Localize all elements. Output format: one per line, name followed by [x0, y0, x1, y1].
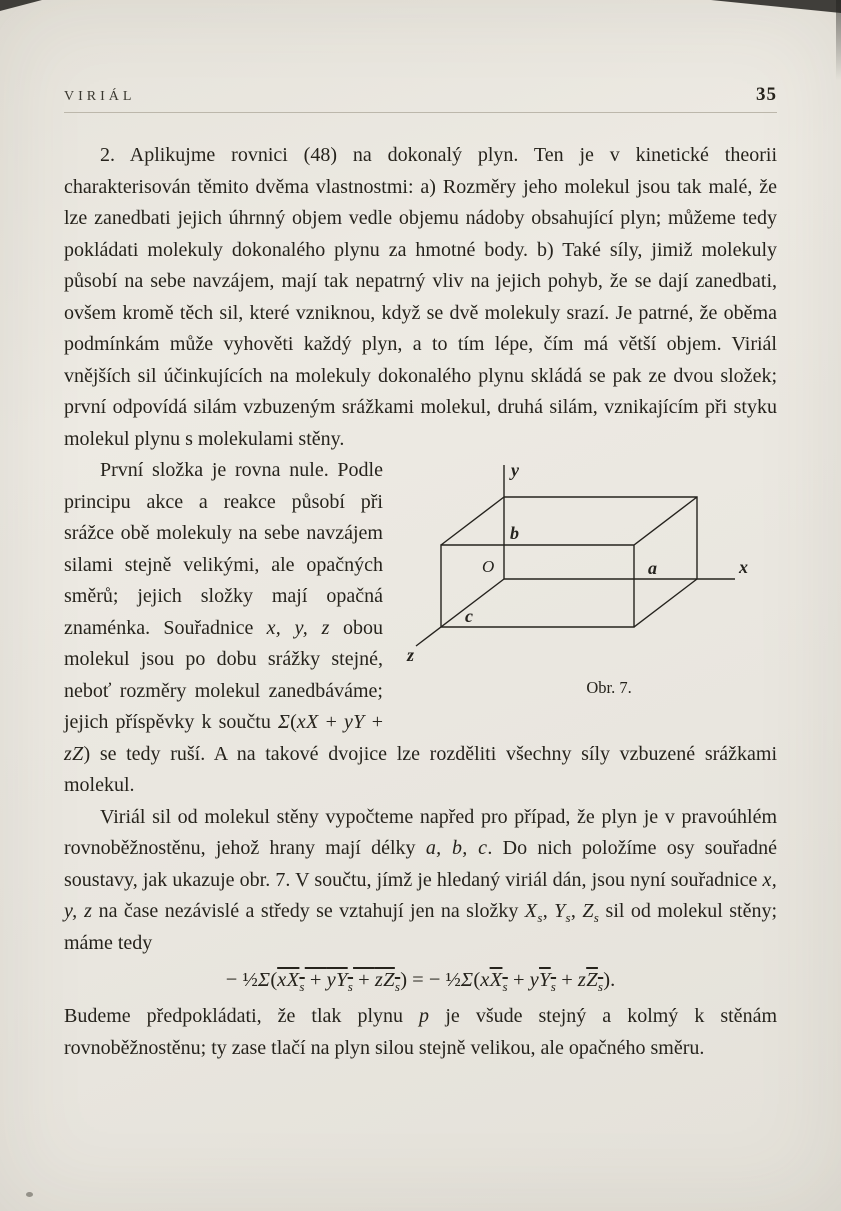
edge-b-label: b — [510, 523, 519, 543]
x-axis-label: x — [739, 557, 748, 577]
figure-caption: Obr. 7. — [586, 678, 632, 697]
scan-speck — [26, 1192, 33, 1197]
scan-artifact-top-left — [0, 0, 42, 11]
edge-c-label: c — [465, 606, 473, 626]
body-text — [64, 140, 777, 1064]
page-content — [64, 84, 777, 1064]
virial-formula: − $\frac{1}{2}\Sigma(xX_s + yY_s + zZ_s)$ = − $\frac{1}{2}\Sigma(xX_s + yY_s + zZ_s)$. — [225, 969, 616, 995]
paragraph-1: 2. Aplikujme rovnici (48) na dokonalý plyn. Ten je v kinetické theorii charakterisován těmito dvěma vlastnostmi: a) Rozměry jeho molekul jsou tak malé, že lze zanedbati jejich úhrnný objem vedle objemu nádoby obsahující plyn; můžeme tedy pokládati molekuly dokonalého plynu za hmotné body. b) Také síly, jimiž molekuly působí na sebe navzájem, mají tak nepatrný vliv na jejich pohyb, že se dají zanedbati, ovšem kromě těch sil, které vzniknou, když se dvě molekuly srazí. Je patrné, že oběma podmínkám může vyhověti každý plyn, a to tím lépe, čím má větší objem. Viriál vnějších sil účinkujících na molekuly dokonalého plynu skládá se pak ze dvou složek; první odpovídá silám vzbuzeným srážkami molekul, druhá silám, vznikajícím při styku molekul plynu s molekulami stěny. — [64, 144, 777, 450]
paragraph-4: Budeme předpokládati, že tlak plynu p je všude stejný a kolmý k stěnám rovnoběžnostěnu; ty zase tlačí na plyn silou stejně velikou, ale opačného směru. — [64, 1005, 777, 1059]
figure-obr7 — [405, 458, 777, 698]
box-edges — [441, 497, 697, 627]
running-title: VIRIÁL — [64, 89, 136, 104]
z-axis — [416, 579, 504, 646]
page-header — [64, 84, 777, 106]
paragraph-3: Viriál sil od molekul stěny vypočteme napřed pro případ, že plyn je v pravoúhlém rovnoběžnostěnu, jehož hrany mají délky a, b, c. Do nich položíme osy souřadné soustavy, jak ukazuje obr. 7. V součtu, jímž je hledaný viriál dán, jsou nyní souřadnice x, y, z na čase nezávislé a středy se vztahují jen na složky $X_s$, $Y_s$, $Z_s$ sil od molekul stěny; máme tedy — [64, 805, 778, 954]
page-number: 35 — [756, 84, 777, 105]
paragraph-2-text: První složka je rovna nule. Podle principu akce a reakce působí při srážce obě molekuly na sebe navzájem silami stejně velikými, ale opačných směrů; jejich složky mají opačná znaménka. Souřadnice x, y, z obou molekul jsou po dobu srážky stejné, neboť rozměry molekul zanedbáváme; jejich příspěvky k součtu Σ(xX + yY + zZ) se tedy ruší. A na takové dvojice lze rozděliti všechny síly vzbuzené srážkami molekul. — [64, 459, 777, 796]
scan-artifact-right-edge — [836, 0, 841, 80]
header-rule — [64, 112, 777, 113]
y-axis-label: y — [511, 460, 519, 480]
edge-a-label: a — [648, 558, 657, 578]
z-axis-label: z — [407, 645, 415, 665]
figure-drawing — [405, 458, 777, 670]
origin-label: O — [482, 557, 495, 576]
paragraph-2 — [64, 455, 777, 802]
scan-artifact-top-right — [711, 0, 841, 13]
